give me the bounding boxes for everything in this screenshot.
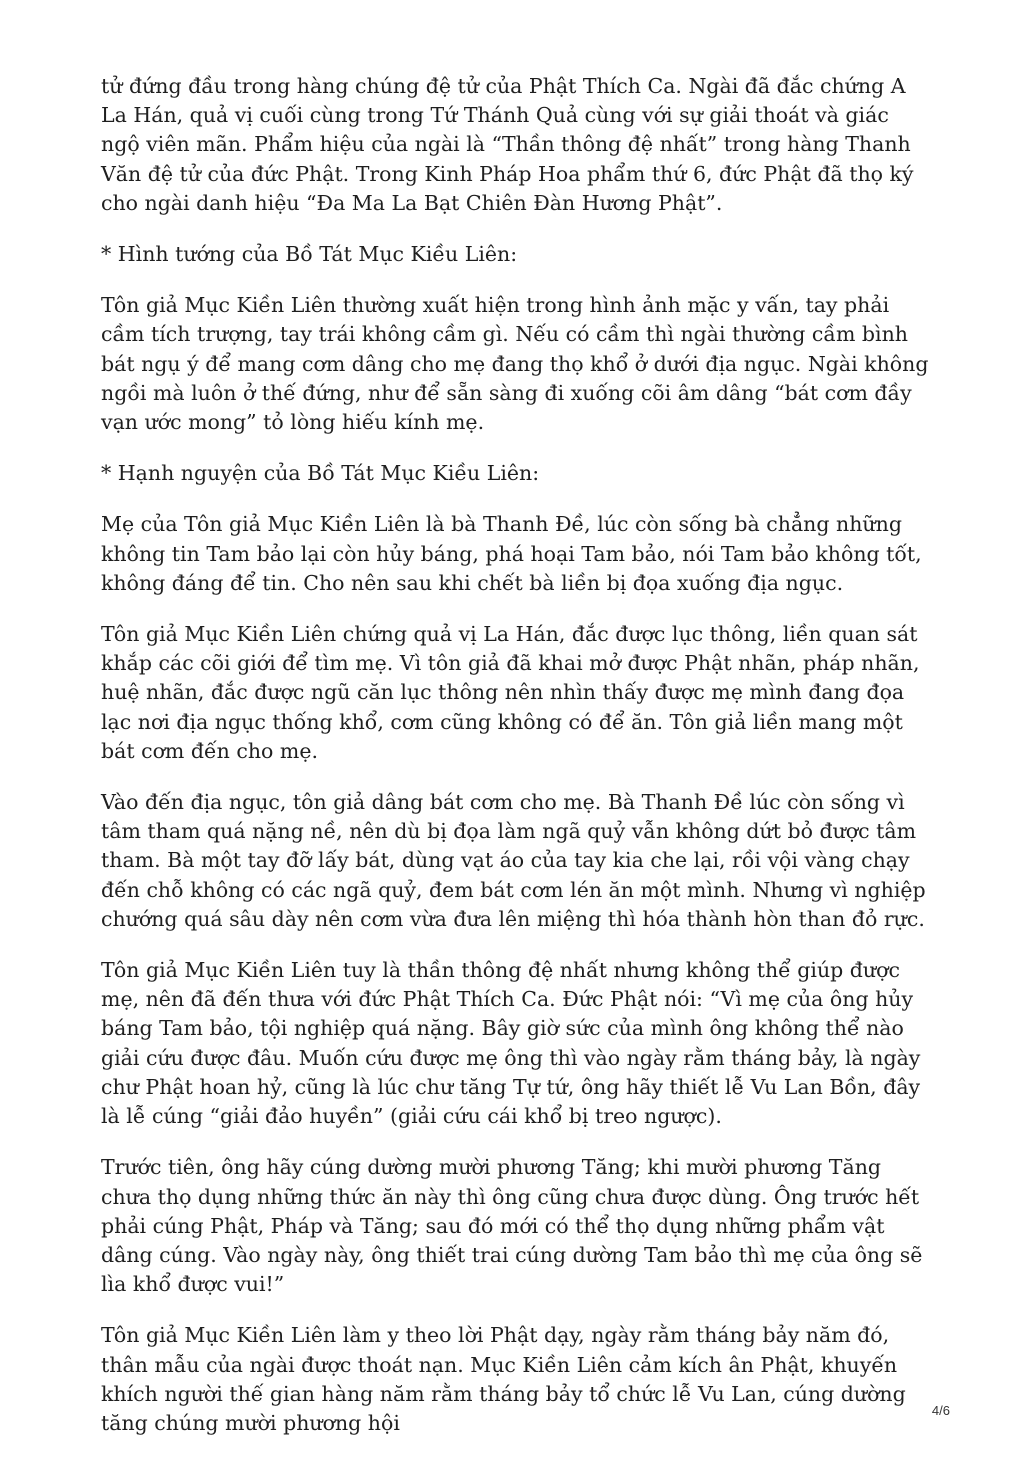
paragraph-vu-lan: Tôn giả Mục Kiền Liên làm y theo lời Phật dạy, ngày rằm tháng bảy năm đó, thân mẫu của ngài được thoát nạn. Mục Kiền Liên cảm kích ân Phật, khuyến khích người thế gian hàng năm rằm tháng bảy tổ chức lễ Vu Lan, cúng dường tăng chúng mười phương hội (101, 1323, 906, 1435)
paragraph-appearance: Tôn giả Mục Kiền Liên thường xuất hiện trong hình ảnh mặc y vấn, tay phải cầm tích trượng, tay trái không cầm gì. Nếu có cầm thì ngài thường cầm bình bát ngụ ý để mang cơm dâng cho mẹ đang thọ khổ ở dưới địa ngục. Ngài không ngồi mà luôn ở thế đứng, như để sẵn sàng đi xuống cõi âm dâng “bát cơm đầy vạn ước mong” tỏ lòng hiếu kính mẹ. (101, 293, 929, 435)
document-body (101, 72, 931, 1460)
section-heading-vows: * Hạnh nguyện của Bồ Tát Mục Kiều Liên: (101, 461, 540, 486)
paragraph-search: Tôn giả Mục Kiền Liên chứng quả vị La Hán, đắc được lục thông, liền quan sát khắp các cõi giới để tìm mẹ. Vì tôn giả đã khai mở được Phật nhãn, pháp nhãn, huệ nhãn, đắc được ngũ căn lục thông nên nhìn thấy được mẹ mình đang đọa lạc nơi địa ngục thống khổ, cơm cũng không có để ăn. Tôn giả liền mang một bát cơm đến cho mẹ. (101, 622, 920, 763)
paragraph-offering: Trước tiên, ông hãy cúng dường mười phương Tăng; khi mười phương Tăng chưa thọ dụng những thức ăn này thì ông cũng chưa được dùng. Ông trước hết phải cúng Phật, Pháp và Tăng; sau đó mới có thể thọ dụng những phẩm vật dâng cúng. Vào ngày này, ông thiết trai cúng dường Tam bảo thì mẹ của ông sẽ lìa khổ được vui!” (101, 1155, 923, 1297)
paragraph-intro-continued: tử đứng đầu trong hàng chúng đệ tử của Phật Thích Ca. Ngài đã đắc chứng A La Hán, quả vị cuối cùng trong Tứ Thánh Quả cùng với sự giải thoát và giác ngộ viên mãn. Phẩm hiệu của ngài là “Thần thông đệ nhất” trong hàng Thanh Văn đệ tử của đức Phật. Trong Kinh Pháp Hoa phẩm thứ 6, đức Phật đã thọ ký cho ngài danh hiệu “Đa Ma La Bạt Chiên Đàn Hương Phật”. (101, 74, 914, 215)
paragraph-hell-visit: Vào đến địa ngục, tôn giả dâng bát cơm cho mẹ. Bà Thanh Đề lúc còn sống vì tâm tham quá nặng nề, nên dù bị đọa làm ngã quỷ vẫn không dứt bỏ được tâm tham. Bà một tay đỡ lấy bát, dùng vạt áo của tay kia che lại, rồi vội vàng chạy đến chỗ không có các ngã quỷ, đem bát cơm lén ăn một mình. Nhưng vì nghiệp chướng quá sâu dày nên cơm vừa đưa lên miệng thì hóa thành hòn than đỏ rực. (101, 790, 926, 931)
paragraph-buddha-advice: Tôn giả Mục Kiền Liên tuy là thần thông đệ nhất nhưng không thể giúp được mẹ, nên đã đến thưa với đức Phật Thích Ca. Đức Phật nói: “Vì mẹ của ông hủy báng Tam bảo, tội nghiệp quá nặng. Bây giờ sức của mình ông không thể nào giải cứu được đâu. Muốn cứu được mẹ ông thì vào ngày rằm tháng bảy, là ngày chư Phật hoan hỷ, cũng là lúc chư tăng Tự tứ, ông hãy thiết lễ Vu Lan Bồn, đây là lễ cúng “giải đảo huyền” (giải cứu cái khổ bị treo ngược). (101, 958, 921, 1129)
paragraph-mother: Mẹ của Tôn giả Mục Kiền Liên là bà Thanh Đề, lúc còn sống bà chẳng những không tin Tam bảo lại còn hủy báng, phá hoại Tam bảo, nói Tam bảo không tốt, không đáng để tin. Cho nên sau khi chết bà liền bị đọa xuống địa ngục. (101, 512, 922, 595)
section-heading-appearance: * Hình tướng của Bồ Tát Mục Kiều Liên: (101, 242, 518, 267)
page-number: 4/6 (931, 1403, 950, 1418)
